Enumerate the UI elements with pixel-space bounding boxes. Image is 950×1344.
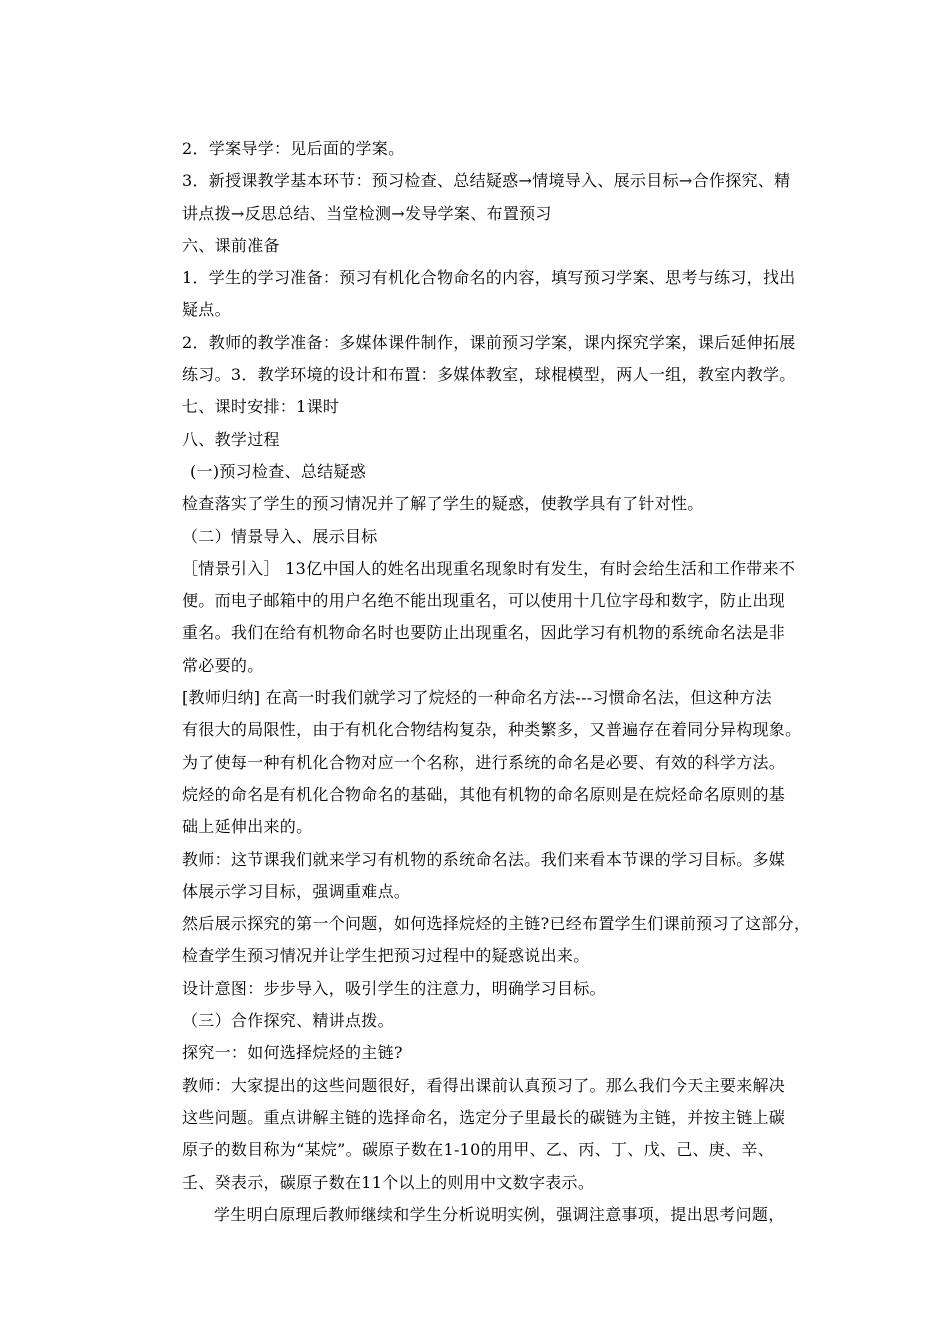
- text-line: 检查落实了学生的预习情况并了解了学生的疑惑，使教学具有了针对性。: [182, 494, 704, 514]
- section-heading: 七、课时安排：1课时: [182, 397, 340, 417]
- text-line: 学生明白原理后教师继续和学生分析说明实例，强调注意事项，提出思考问题，: [214, 1204, 785, 1224]
- text-line: ［情景引入］ 13亿中国人的姓名出现重名现象时有发生，有时会给生活和工作带来不: [182, 558, 796, 578]
- text-line: 然后展示探究的第一个问题，如何选择烷烃的主链?已经布置学生们课前预习了这部分，: [182, 914, 811, 934]
- text-line: [教师归纳] 在高一时我们就学习了烷烃的一种命名方法---习惯命名法，但这种方法: [182, 688, 772, 708]
- text-line: 烷烃的命名是有机化合物命名的基础，其他有机物的命名原则是在烷烃命名原则的基: [182, 784, 786, 804]
- section-heading: 六、课前准备: [182, 235, 280, 255]
- subsection-heading: （二）情景导入、展示目标: [182, 526, 378, 546]
- text-line: 2．学案导学：见后面的学案。: [182, 139, 405, 158]
- text-line: 础上延伸出来的。: [182, 817, 313, 837]
- text-line: 探究一：如何选择烷烃的主链?: [182, 1043, 403, 1063]
- text-line: 体展示学习目标，强调重难点。: [182, 881, 411, 901]
- text-line: 练习。3．教学环境的设计和布置：多媒体教室，球棍模型，两人一组，教室内教学。: [182, 365, 796, 385]
- subsection-heading: （三）合作探究、精讲点拨。: [182, 1011, 394, 1031]
- text-line: 检查学生预习情况并让学生把预习过程中的疑惑说出来。: [182, 946, 590, 966]
- text-line: 为了使每一种有机化合物对应一个名称，进行系统的命名是必要、有效的科学方法。: [182, 752, 786, 772]
- text-line: 重名。我们在给有机物命名时也要防止出现重名，因此学习有机物的系统命名法是非: [182, 623, 786, 643]
- text-line: 壬、癸表示，碳原子数在11个以上的则用中文数字表示。: [182, 1172, 595, 1192]
- subsection-heading: (一)预习检查、总结疑惑: [190, 461, 367, 481]
- text-line: 1．学生的学习准备：预习有机化合物命名的内容，填写预习学案、思考与练习，找出: [182, 268, 796, 288]
- text-line: 便。而电子邮箱中的用户名绝不能出现重名，可以使用十几位字母和数字，防止出现: [182, 591, 786, 611]
- text-line: 有很大的局限性，由于有机化合物结构复杂，种类繁多，又普遍存在着同分异构现象。: [182, 720, 802, 740]
- text-line: 疑点。: [182, 300, 231, 320]
- text-line: 3．新授课教学基本环节：预习检查、总结疑惑→情境导入、展示目标→合作探究、精: [182, 171, 791, 191]
- text-line: 常必要的。: [182, 655, 264, 675]
- document-body: [182, 133, 822, 1231]
- text-line: 教师：大家提出的这些问题很好，看得出课前认真预习了。那么我们今天主要来解决: [182, 1075, 786, 1095]
- text-line: 2．教师的教学准备：多媒体课件制作，课前预习学案，课内探究学案，课后延伸拓展: [182, 332, 796, 352]
- text-line: 教师：这节课我们就来学习有机物的系统命名法。我们来看本节课的学习目标。多媒: [182, 849, 786, 869]
- text-line: 原子的数目称为“某烷”。碳原子数在1-10的用甲、乙、丙、丁、戊、己、庚、辛、: [182, 1140, 775, 1160]
- text-line: 这些问题。重点讲解主链的选择命名，选定分子里最长的碳链为主链，并按主链上碳: [182, 1107, 786, 1127]
- section-heading: 八、教学过程: [182, 429, 280, 449]
- text-line: 设计意图：步步导入，吸引学生的注意力，明确学习目标。: [182, 978, 606, 998]
- text-line: 讲点拨→反思总结、当堂检测→发导学案、布置预习: [182, 203, 552, 223]
